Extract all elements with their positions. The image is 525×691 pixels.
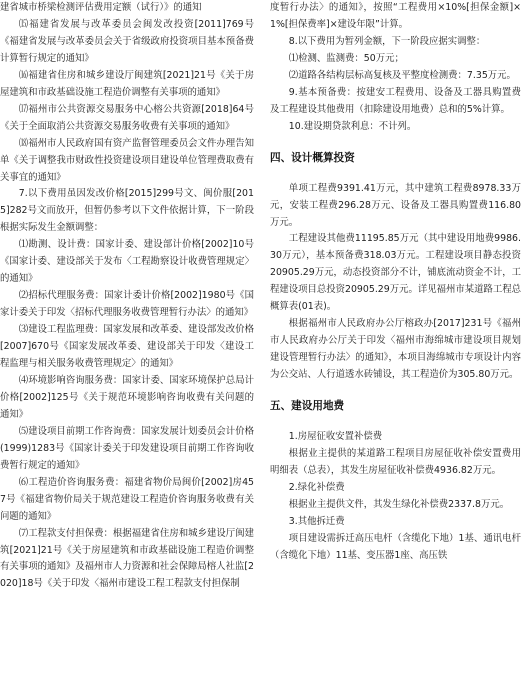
paragraph: ⑵招标代理服务费：国家计委计价格[2002]1980号《国家计委关于印发〈招标代理服务收费管理暂行办法〉的通知》 bbox=[0, 290, 254, 319]
paragraph: ⑹工程造价咨询服务费：福建省物价局闽价[2002]房457号《福建省物价局关于规范建设工程造价咨询服务收费有关问题的通知》 bbox=[0, 476, 254, 522]
subsection-heading: 2.绿化补偿费 bbox=[288, 481, 345, 493]
paragraph: 7.以下费用虽因发改价格[2015]299号文、闽价服[2015]282号文而放开，但暂仍参考以下文件依据计算，下一阶段根据实际发生金额调整： bbox=[0, 188, 254, 234]
paragraph: 度暂行办法〉的通知》，按照“工程费用×10%[担保金额]×1%[担保费率]×建设年限”计算。 bbox=[270, 2, 521, 30]
left-column bbox=[0, 0, 254, 691]
paragraph: ⑺工程款支付担保费：根据福建省住房和城乡建设厅闽建筑[2021]21号《关于房屋建筑和市政基础设施工程造价调整有关事项的通知》及福州市人力资源和社会保障局榕人社监[2020]18号《关于印发〈福州市建设工程工程款支付担保制 bbox=[0, 527, 254, 590]
paragraph: 9.基本预备费：按建安工程费用、设备及工器具购置费及工程建设其他费用（扣除建设用地费）总和的5%计算。 bbox=[270, 86, 521, 115]
paragraph: ⒂福建省发展与改革委员会闽发改投资[2011]769号《福建省发展与改革委员会关于省级政府投资项目基本预备费计算暂行规定的通知》 bbox=[0, 18, 254, 64]
paragraph: 10.建设期贷款利息：不计列。 bbox=[288, 120, 417, 132]
paragraph: ⑷环境影响咨询服务费：国家计委、国家环境保护总局计价格[2002]125号《关于规范环境影响咨询收费有关问题的通知》 bbox=[0, 374, 254, 420]
paragraph: ⒅福州市人民政府国有资产监督管理委员会文件办理告知单《关于调整我市财政性投资建设项目建设单位管理费取费有关事宜的通知》 bbox=[0, 137, 254, 183]
subsection-heading: 1.房屋征收安置补偿费 bbox=[288, 431, 383, 443]
paragraph: 工程建设其他费11195.85万元（其中建设用地费9986.30万元），基本预备费318.03万元。工程建设项目静态投资20905.29万元，动态投资部分不计，铺底流动资金不计，工程建设项目总投资20905.29万元。详见福州市某道路工程总概算表(01表)。 bbox=[270, 233, 521, 313]
paragraph: 根据业主提供的某道路工程项目房屋征收补偿安置费用明细表（总表），其发生房屋征收补偿费4936.82万元。 bbox=[270, 448, 521, 476]
right-column bbox=[270, 0, 521, 691]
paragraph: ⒃福建省住房和城乡建设厅闽建筑[2021]21号《关于房屋建筑和市政基础设施工程造价调整有关事项的通知》 bbox=[0, 69, 254, 98]
paragraph: ⑸建设项目前期工作咨询费：国家发展计划委员会计价格(1999)1283号《国家计委关于印发建设项目前期工作咨询收费暂行规定的通知》 bbox=[0, 425, 254, 471]
paragraph: ⑴检测、监测费：50万元； bbox=[288, 52, 404, 64]
subsection-heading: 3.其他拆迁费 bbox=[288, 515, 345, 527]
paragraph: ⒄福州市公共资源交易服务中心榕公共资源[2018]64号《关于全面取消公共资源交易服务收费有关事项的通知》 bbox=[0, 103, 254, 132]
paragraph: ⑶建设工程监理费：国家发展和改革委、建设部发改价格[2007]670号《国家发展改革委、建设部关于印发〈建设工程监理与相关服务收费管理规定〉的通知》 bbox=[0, 324, 254, 370]
paragraph: ⑴勘测、设计费：国家计委、建设部计价格[2002]10号《国家计委、建设部关于发布〈工程勘察设计收费管理规定〉的通知》 bbox=[0, 239, 254, 285]
paragraph: 项目建设需拆迁高压电杆（含缆化下地）1基、通讯电杆（含缆化下地）11基、变压器1座、高压铁 bbox=[270, 532, 521, 561]
paragraph: 单项工程费9391.41万元，其中建筑工程费8978.33万元，安装工程费296.28万元、设备及工器具购置费116.80万元。 bbox=[270, 182, 521, 228]
paragraph: 8.以下费用为暂列金额，下一阶段应据实调整： bbox=[288, 35, 486, 47]
section-heading: 四、设计概算投资 bbox=[270, 151, 355, 164]
paragraph: ⑵道路各结构层标高复核及平整度检测费：7.35万元。 bbox=[288, 69, 516, 81]
section-heading: 五、建设用地费 bbox=[270, 400, 345, 413]
paragraph: 建省城市桥梁检测评估费用定额（试行）》的通知 bbox=[0, 2, 202, 13]
paragraph: 根据业主提供文件，其发生绿化补偿费2337.8万元。 bbox=[288, 498, 510, 510]
paragraph: 根据福州市人民政府办公厅榕政办[2017]231号《福州市人民政府办公厅关于印发〈福州市海绵城市建设项目规划建设管理暂行办法〉的通知》，本项目海绵城市专项设计内容为公交站、人行道透水砖铺设，其工程造价为305.80万元。 bbox=[270, 318, 521, 381]
